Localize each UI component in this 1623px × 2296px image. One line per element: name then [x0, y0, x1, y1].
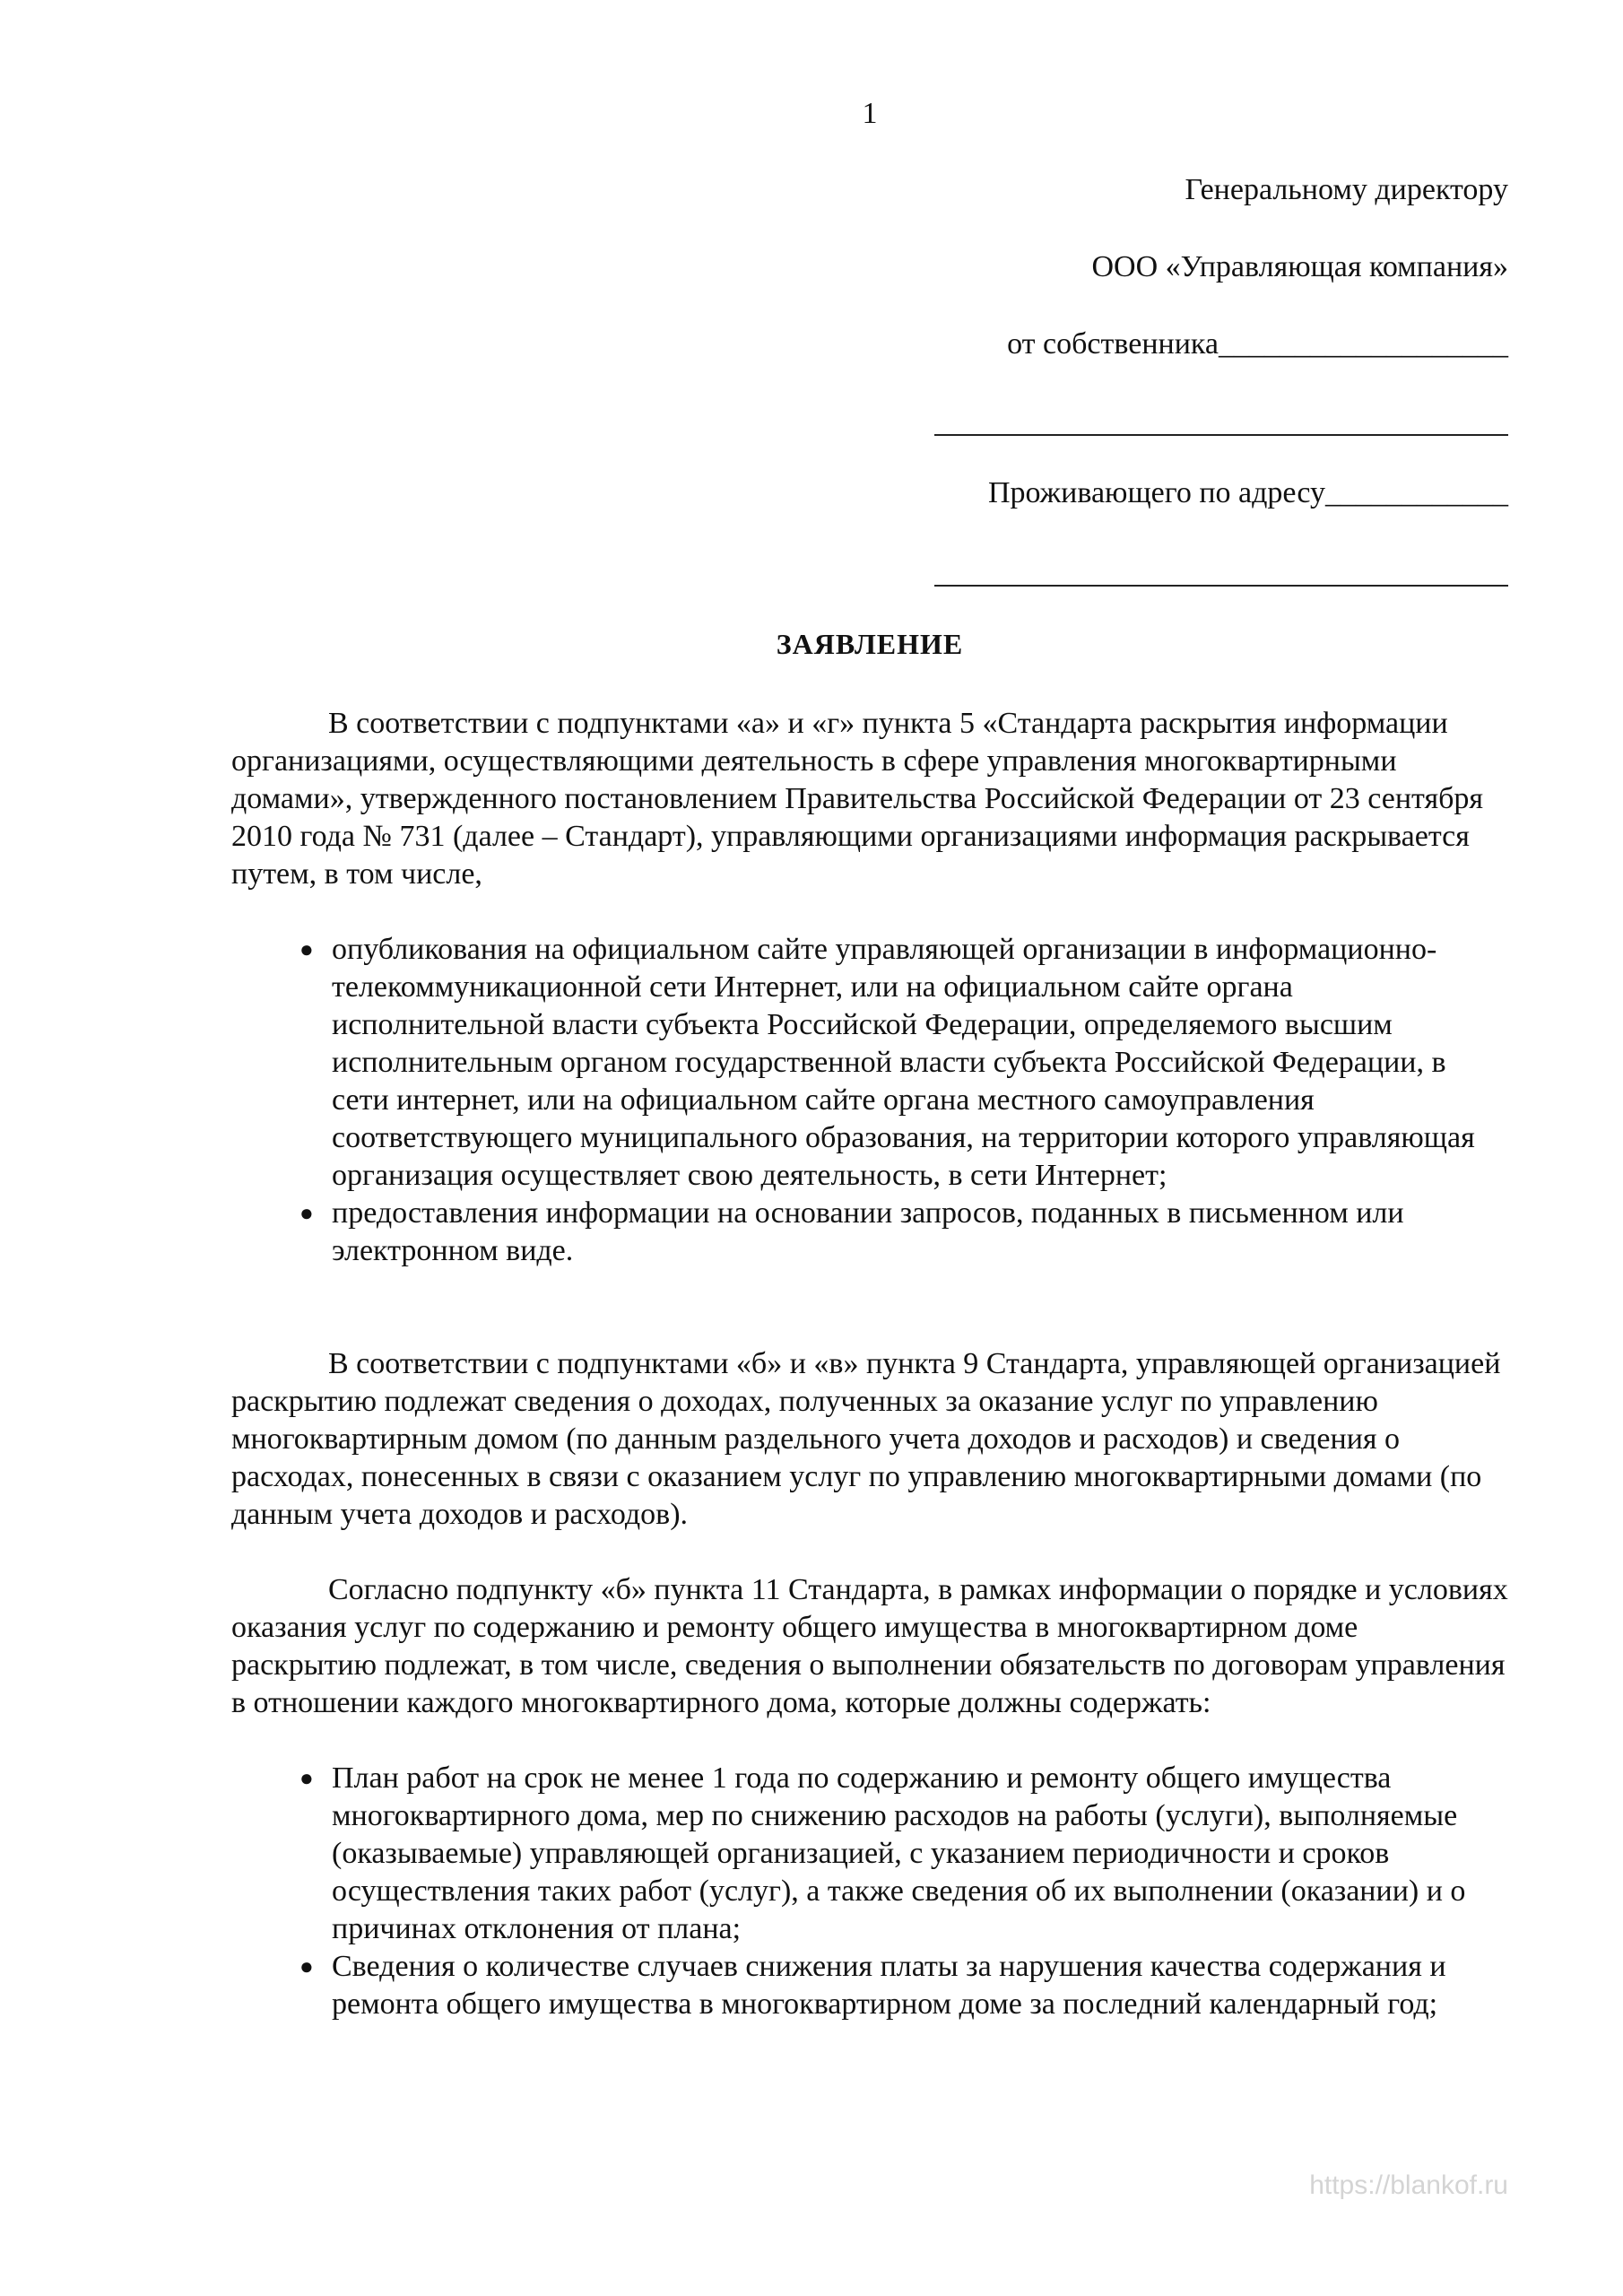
bullet-icon: ●: [299, 1953, 314, 1979]
list-item-text: Сведения о количестве случаев снижения платы за нарушения качества содержания и ремонта общего имущества в многоквартирном доме за последний календарный год;: [332, 1950, 1446, 2021]
document-title: ЗАЯВЛЕНИЕ: [776, 628, 964, 660]
bullet-icon: ●: [299, 1765, 314, 1791]
list-item-text: План работ на срок не менее 1 года по содержанию и ремонту общего имущества многоквартирного дома, мер по снижению расходов на работы (услуги), выполняемые (оказываемые) управляющей организацией, с указанием периодичности и сроков осуществления таких работ (услуг), а также сведения об их выполнении (оказании) и о причинах отклонения от плана;: [332, 1761, 1466, 1945]
address-field: Проживающего по адресу____________: [987, 476, 1508, 509]
addressee-to: Генеральному директору: [1185, 173, 1508, 206]
watermark-link[interactable]: https://blankof.ru: [1309, 2170, 1508, 2200]
addressee-company: ООО «Управляющая компания»: [1091, 250, 1508, 283]
statement-body-bottom: [231, 1571, 1509, 2023]
list-item: [299, 1195, 1509, 1270]
list-item: [299, 1948, 1509, 2023]
list-item-text: опубликования на официальном сайте управляющей организации в информационно-телекоммуникационной сети Интернет, или на официальном сайте органа исполнительной власти субъекта Российской Федерации, определяемого высшим исполнительным органом государственной власти субъекта Российской Федерации, в сети интернет, или на официальном сайте органа местного самоуправления соответствующего муниципального образования, на территории которого управляющая организация осуществляет свою деятельность, в сети Интернет;: [332, 933, 1475, 1192]
disclosure-methods-list: [231, 931, 1509, 1270]
paragraph-obligations: Согласно подпункту «б» пункта 11 Стандарта, в рамках информации о порядке и условиях оказания услуг по содержанию и ремонту общего имущества в многоквартирном доме раскрытию подлежат, в том числе, сведения о выполнении обязательств по договорам управления в отношении каждого многоквартирного дома, которые должны содержать:: [231, 1573, 1508, 1719]
bullet-icon: ●: [299, 1200, 314, 1226]
obligations-list: [231, 1760, 1509, 2023]
list-item: [299, 1760, 1509, 1948]
list-item-text: предоставления информации на основании запросов, поданных в письменном или электронном виде.: [332, 1196, 1404, 1267]
page-number: 1: [862, 97, 878, 130]
address-blank-line: [934, 585, 1508, 587]
bullet-icon: ●: [299, 936, 314, 962]
statement-body-top: [231, 705, 1509, 1270]
from-owner-field: от собственника___________________: [1007, 327, 1508, 361]
statement-body-middle: [231, 1345, 1509, 1534]
paragraph-disclosure-methods: В соответствии с подпунктами «а» и «г» пункта 5 «Стандарта раскрытия информации организациями, осуществляющими деятельность в сфере управления многоквартирными домами», утвержденного постановлением Правительства Российской Федерации от 23 сентября 2010 года № 731 (далее – Стандарт), управляющими организациями информация раскрывается путем, в том числе,: [231, 707, 1484, 891]
paragraph-income-expenses: В соответствии с подпунктами «б» и «в» пункта 9 Стандарта, управляющей организацией раскрытию подлежат сведения о доходах, полученных за оказание услуг по управлению многоквартирным домом (по данным раздельного учета доходов и расходов) и сведения о расходах, понесенных в связи с оказанием услуг по управлению многоквартирными домами (по данным учета доходов и расходов).: [231, 1347, 1501, 1531]
owner-name-blank-line: [934, 434, 1508, 436]
list-item: [299, 931, 1509, 1195]
